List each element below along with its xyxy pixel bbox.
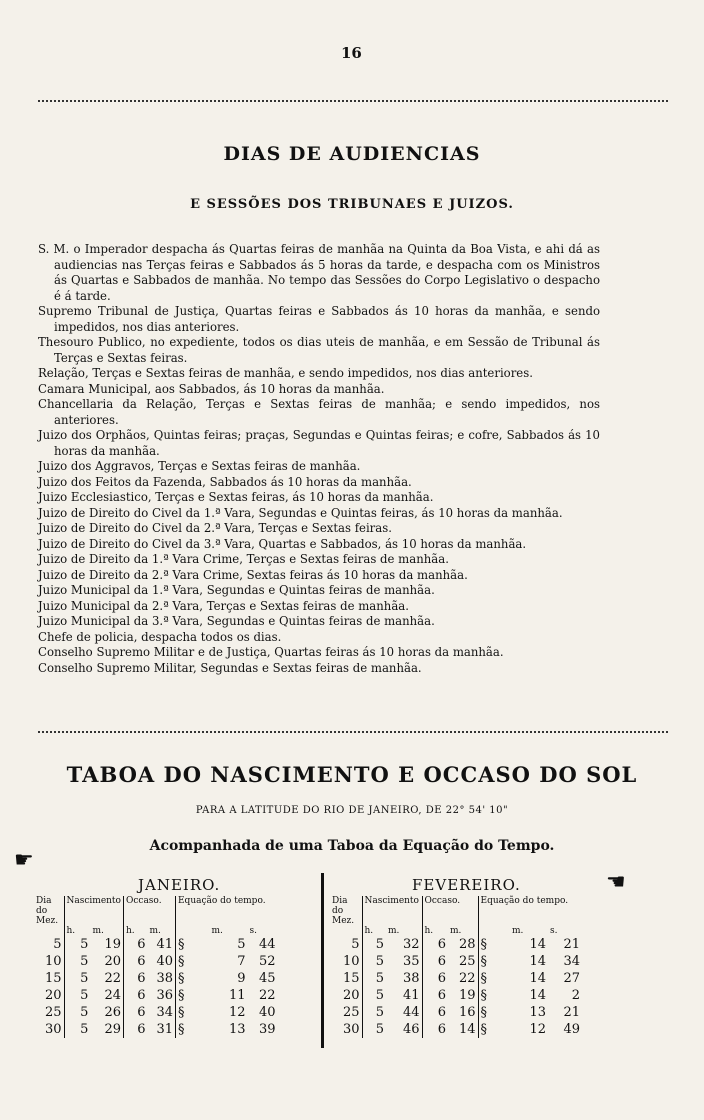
table-title: TABOA DO NASCIMENTO E OCCASO DO SOL bbox=[66, 762, 638, 787]
table-cell: 31 bbox=[156, 1022, 173, 1037]
table-row bbox=[330, 953, 582, 970]
table-cell: 6 bbox=[422, 987, 448, 1004]
table-cell: 12 bbox=[529, 1022, 546, 1037]
table-cell: 5 bbox=[362, 953, 386, 970]
table-divider bbox=[321, 873, 324, 1048]
table-cell: 13 bbox=[228, 1022, 246, 1037]
table-caption: Acompanhada de uma Taboa da Equação do Tempo. bbox=[149, 838, 555, 854]
page-number: 16 bbox=[341, 44, 362, 62]
table-cell: 22 bbox=[258, 988, 276, 1003]
table-cell: § bbox=[175, 987, 209, 1004]
table-row bbox=[330, 936, 582, 953]
table-cell: 5 bbox=[351, 937, 360, 952]
list-item: Thesouro Publico, no expediente, todos os dias uteis de manhãa, e em Sessão de Tribunal ás Terças e Sextas feiras. bbox=[38, 335, 600, 365]
table-cell: 36 bbox=[156, 988, 173, 1003]
list-item: Juizo de Direito da 1.ª Vara Crime, Terças e Sextas feiras de manhãa. bbox=[38, 552, 449, 566]
table-cell: 27 bbox=[563, 971, 580, 986]
table-cell: 5 bbox=[53, 937, 62, 952]
table-cell: 24 bbox=[104, 988, 121, 1003]
table-cell: 34 bbox=[156, 1005, 173, 1020]
dia-header: Dia do Mez. bbox=[36, 896, 59, 926]
list-item: Conselho Supremo Militar e de Justiça, Quartas feiras ás 10 horas da manhãa. bbox=[38, 645, 504, 659]
section-subtitle: E SESSÕES DOS TRIBUNAES E JUIZOS. bbox=[190, 197, 514, 212]
table-cell: 38 bbox=[402, 971, 420, 986]
table-cell: 14 bbox=[529, 954, 546, 969]
table-cell: 14 bbox=[458, 1022, 476, 1037]
table-row bbox=[330, 970, 582, 987]
table-cell: 12 bbox=[228, 1005, 246, 1020]
nascimento-header: Nascimento bbox=[362, 896, 422, 926]
table-cell: 52 bbox=[258, 954, 276, 969]
table-cell: § bbox=[175, 953, 209, 970]
table-cell: 16 bbox=[458, 1005, 476, 1020]
list-item: S. M. o Imperador despacha ás Quartas feiras de manhãa na Quinta da Boa Vista, e ahi dá as audiencias nas Terças feiras e Sabbados ás 5 horas da tarde, e despacha com os Ministros ás Quartas e Sabbados de manhãa. No tempo das Sessões do Corpo Legislativo o despacho é á tarde. bbox=[38, 242, 600, 303]
table-cell: § bbox=[175, 1021, 209, 1038]
table-cell: 25 bbox=[458, 954, 476, 969]
table-cell: 28 bbox=[458, 937, 476, 952]
m-header: m. bbox=[211, 926, 223, 936]
table-cell: 21 bbox=[563, 937, 580, 952]
table-cell: 11 bbox=[228, 988, 246, 1003]
table-cell: 6 bbox=[123, 987, 147, 1004]
list-item: Chefe de policia, despacha todos os dias. bbox=[38, 629, 282, 644]
equacao-header: Equação do tempo. bbox=[478, 896, 582, 926]
table-cell: 29 bbox=[104, 1022, 121, 1037]
s-header: s. bbox=[249, 926, 257, 936]
list-item: Juizo Ecclesiastico, Terças e Sextas feiras, ás 10 horas da manhãa. bbox=[38, 490, 434, 504]
list-item: Chancellaria da Relação, Terças e Sextas feiras de manhãa; e sendo impedidos, nos anteriores. bbox=[38, 397, 600, 427]
table-cell: 49 bbox=[563, 1022, 580, 1037]
list-item: Juizo de Direito da 2.ª Vara Crime, Sextas feiras ás 10 horas da manhãa. bbox=[38, 567, 468, 582]
section-title: DIAS DE AUDIENCIAS bbox=[223, 143, 481, 165]
table-cell: § bbox=[478, 953, 510, 970]
table-cell: § bbox=[175, 1004, 209, 1021]
top-divider bbox=[38, 100, 668, 102]
table-cell: 5 bbox=[64, 987, 90, 1004]
table-cell: 5 bbox=[362, 970, 386, 987]
table-cell: 6 bbox=[422, 1004, 448, 1021]
table-cell: 5 bbox=[64, 936, 90, 953]
table-cell: 30 bbox=[342, 1022, 360, 1037]
table-cell: 6 bbox=[422, 1021, 448, 1038]
table-cell: 5 bbox=[64, 1004, 90, 1021]
table-cell: 45 bbox=[258, 971, 276, 986]
m-header: m. bbox=[388, 926, 400, 936]
table-cell: 5 bbox=[64, 953, 90, 970]
table-cell: 34 bbox=[563, 954, 580, 969]
table-cell: 19 bbox=[458, 988, 476, 1003]
table-cell: 22 bbox=[104, 971, 121, 986]
table-cell: § bbox=[478, 936, 510, 953]
sun-table-janeiro bbox=[34, 896, 277, 1038]
table-cell: 19 bbox=[104, 937, 121, 952]
h-header: h. bbox=[362, 926, 386, 936]
table-cell: 21 bbox=[563, 1005, 580, 1020]
table-cell: 5 bbox=[362, 936, 386, 953]
table-cell: 30 bbox=[44, 1022, 62, 1037]
table-cell: 35 bbox=[402, 954, 420, 969]
table-row bbox=[330, 987, 582, 1004]
table-cell: § bbox=[478, 1004, 510, 1021]
table-cell: 44 bbox=[258, 937, 276, 952]
table-cell: 6 bbox=[123, 1021, 147, 1038]
table-cell: 38 bbox=[156, 971, 173, 986]
table-cell: 13 bbox=[529, 1005, 546, 1020]
table-row bbox=[330, 1004, 582, 1021]
table-cell: 25 bbox=[44, 1005, 62, 1020]
s-header: s. bbox=[550, 926, 558, 936]
table-cell: § bbox=[175, 970, 209, 987]
list-item: Juizo dos Feitos da Fazenda, Sabbados ás 10 horas da manhãa. bbox=[38, 474, 412, 489]
table-cell: 20 bbox=[342, 988, 360, 1003]
table-cell: 6 bbox=[123, 1004, 147, 1021]
table-cell: 6 bbox=[123, 936, 147, 953]
table-cell: 22 bbox=[458, 971, 476, 986]
table-cell: 10 bbox=[342, 954, 360, 969]
hand-pointer-icon: ☚ bbox=[606, 870, 626, 895]
equacao-header: Equação do tempo. bbox=[175, 896, 277, 926]
list-item: Juizo de Direito do Civel da 3.ª Vara, Quartas e Sabbados, ás 10 horas da manhãa. bbox=[38, 536, 527, 551]
table-cell: 5 bbox=[362, 1021, 386, 1038]
table-cell: 40 bbox=[156, 954, 173, 969]
table-cell: 6 bbox=[123, 953, 147, 970]
list-item: Supremo Tribunal de Justiça, Quartas feiras e Sabbados ás 10 horas da manhãa, e sendo impedidos, nos dias anteriores. bbox=[38, 304, 600, 334]
table-cell: § bbox=[478, 1021, 510, 1038]
table-cell: 41 bbox=[156, 937, 173, 952]
table-row bbox=[34, 1004, 277, 1021]
table-cell: 41 bbox=[402, 988, 420, 1003]
list-item: Juizo Municipal da 2.ª Vara, Terças e Sextas feiras de manhãa. bbox=[38, 598, 409, 613]
month-title-fevereiro: FEVEREIRO. bbox=[412, 876, 521, 894]
table-cell: 5 bbox=[237, 937, 246, 952]
table-cell: 7 bbox=[237, 954, 246, 969]
list-item: Relação, Terças e Sextas feiras de manhãa, e sendo impedidos, nos dias anteriores. bbox=[38, 366, 533, 380]
table-cell: 6 bbox=[422, 936, 448, 953]
table-cell: 2 bbox=[571, 988, 580, 1003]
sun-table-fevereiro bbox=[330, 896, 582, 1038]
table-cell: 20 bbox=[104, 954, 121, 969]
table-cell: 5 bbox=[362, 1004, 386, 1021]
month-title-janeiro: JANEIRO. bbox=[138, 876, 221, 894]
audience-list bbox=[38, 242, 600, 676]
table-row bbox=[34, 1021, 277, 1038]
nascimento-header: Nascimento bbox=[64, 896, 123, 926]
m-header: m. bbox=[92, 926, 104, 936]
list-item: Juizo Municipal da 3.ª Vara, Segundas e Quintas feiras de manhãa. bbox=[38, 614, 435, 628]
table-row bbox=[34, 970, 277, 987]
table-cell: 5 bbox=[64, 1021, 90, 1038]
list-item: Conselho Supremo Militar, Segundas e Sextas feiras de manhãa. bbox=[38, 660, 422, 675]
m-header: m. bbox=[512, 926, 524, 936]
table-cell: § bbox=[175, 936, 209, 953]
list-item: Juizo dos Orphãos, Quintas feiras; praças, Segundas e Quintas feiras; e cofre, Sabbados ás 10 horas da manhãa. bbox=[38, 428, 600, 458]
table-row bbox=[34, 987, 277, 1004]
table-cell: 10 bbox=[44, 954, 62, 969]
table-cell: 20 bbox=[44, 988, 62, 1003]
m-header: m. bbox=[149, 926, 161, 936]
h-header: h. bbox=[123, 926, 147, 936]
table-cell: 44 bbox=[402, 1005, 420, 1020]
table-cell: 9 bbox=[237, 971, 246, 986]
table-cell: 40 bbox=[258, 1005, 276, 1020]
table-cell: 39 bbox=[258, 1022, 276, 1037]
table-cell: 6 bbox=[422, 953, 448, 970]
middle-divider bbox=[38, 731, 668, 733]
h-header: h. bbox=[422, 926, 448, 936]
table-row bbox=[330, 1021, 582, 1038]
table-cell: 14 bbox=[529, 988, 546, 1003]
table-cell: 15 bbox=[342, 971, 360, 986]
table-cell: 46 bbox=[402, 1022, 420, 1037]
table-subtitle: PARA A LATITUDE DO RIO DE JANEIRO, DE 22° 54' 10" bbox=[195, 805, 509, 816]
m-header: m. bbox=[450, 926, 462, 936]
table-cell: 15 bbox=[44, 971, 62, 986]
occaso-header: Occaso. bbox=[123, 896, 175, 926]
table-cell: 32 bbox=[402, 937, 420, 952]
list-item: Juizo de Direito do Civel da 1.ª Vara, Segundas e Quintas feiras, ás 10 horas da manhãa. bbox=[38, 505, 563, 520]
occaso-header: Occaso. bbox=[422, 896, 478, 926]
h-header: h. bbox=[64, 926, 90, 936]
table-cell: § bbox=[478, 970, 510, 987]
table-row bbox=[34, 953, 277, 970]
list-item: Juizo dos Aggravos, Terças e Sextas feiras de manhãa. bbox=[38, 459, 361, 473]
table-cell: 5 bbox=[362, 987, 386, 1004]
table-row bbox=[34, 936, 277, 953]
table-cell: § bbox=[478, 987, 510, 1004]
dia-header: Dia do Mez. bbox=[332, 896, 355, 926]
table-cell: 6 bbox=[422, 970, 448, 987]
table-cell: 25 bbox=[342, 1005, 360, 1020]
hand-pointer-icon: ☛ bbox=[14, 848, 34, 873]
table-cell: 6 bbox=[123, 970, 147, 987]
table-cell: 14 bbox=[529, 937, 546, 952]
table-cell: 14 bbox=[529, 971, 546, 986]
list-item: Juizo de Direito do Civel da 2.ª Vara, Terças e Sextas feiras. bbox=[38, 521, 392, 535]
list-item: Camara Municipal, aos Sabbados, ás 10 horas da manhãa. bbox=[38, 381, 385, 396]
list-item: Juizo Municipal da 1.ª Vara, Segundas e Quintas feiras de manhãa. bbox=[38, 583, 435, 597]
table-cell: 5 bbox=[64, 970, 90, 987]
table-cell: 26 bbox=[104, 1005, 121, 1020]
